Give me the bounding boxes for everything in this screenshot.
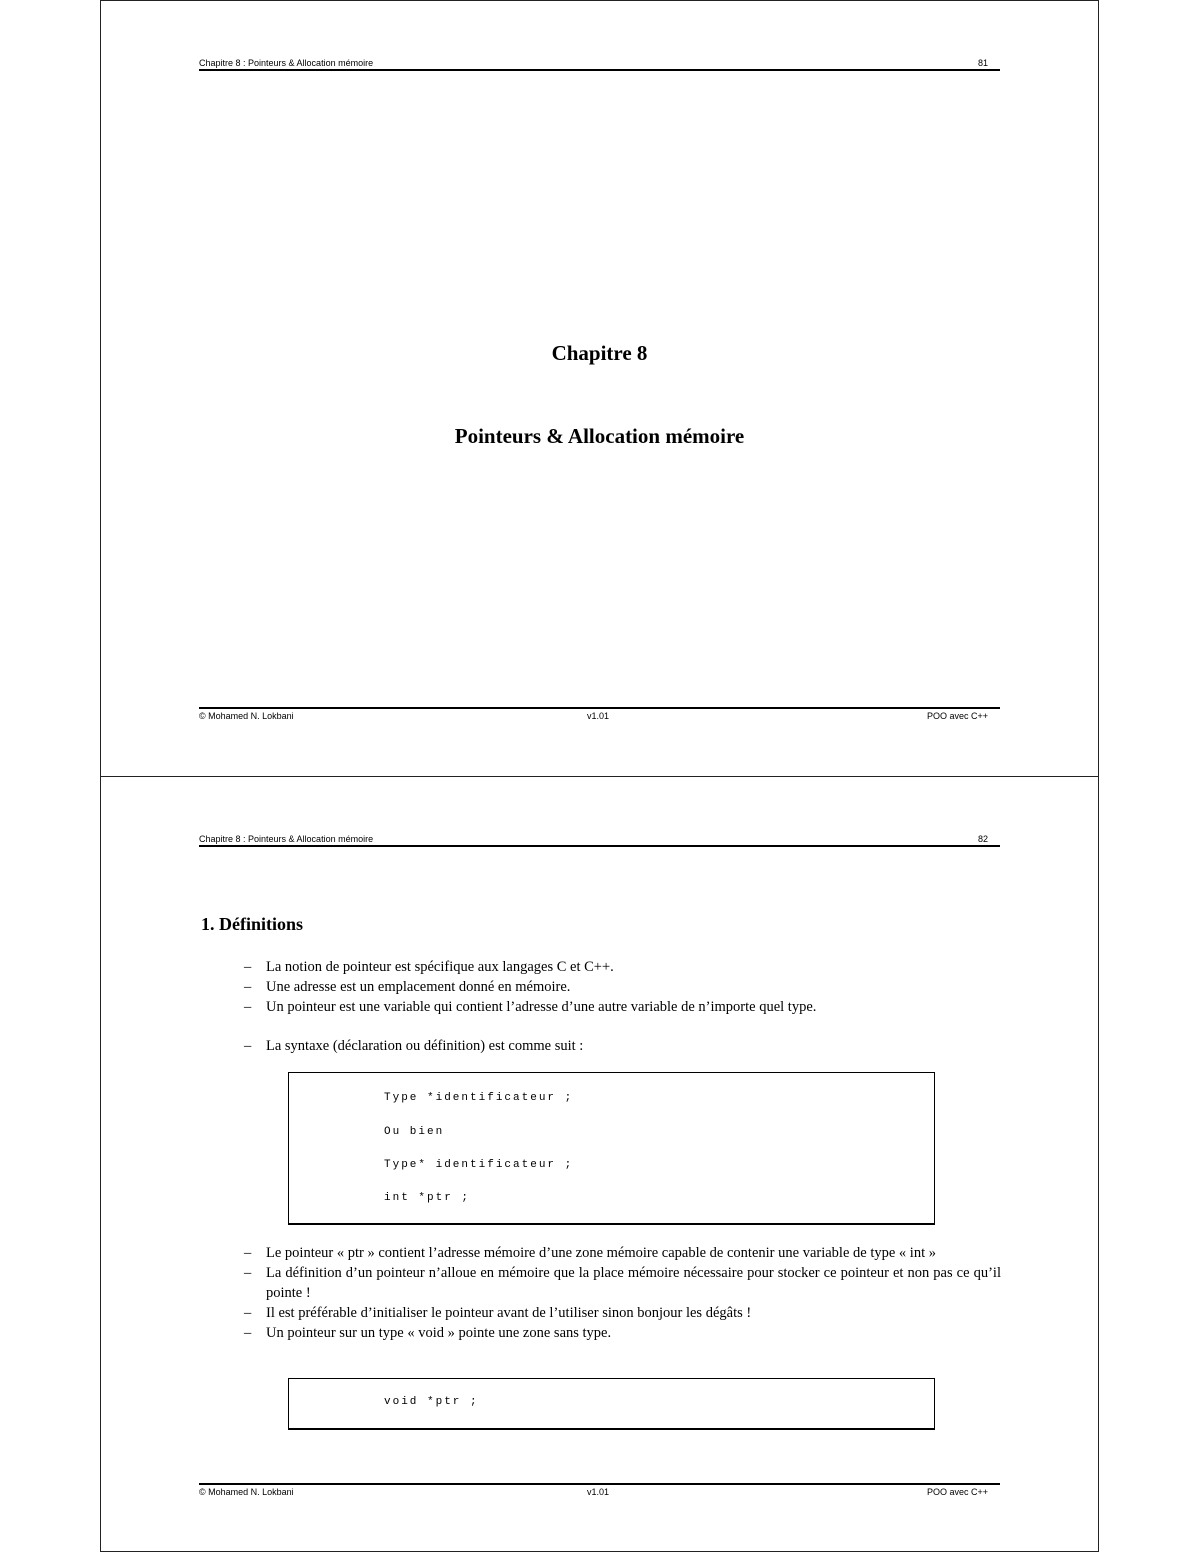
- footer-version: v1.01: [587, 1487, 610, 1497]
- list-item: – La syntaxe (déclaration ou définition) est comme suit :: [244, 1036, 1001, 1056]
- code-line: void *ptr ;: [384, 1396, 479, 1408]
- code-line: int *ptr ;: [384, 1192, 471, 1204]
- footer-course: POO avec C++: [926, 1487, 988, 1497]
- code-block-declaration: [288, 1072, 935, 1225]
- list-item: – Un pointeur sur un type « void » pointe une zone sans type.: [244, 1323, 1001, 1343]
- definition-list: [244, 957, 1001, 1017]
- footer-author: © Mohamed N. Lokbani: [199, 711, 294, 721]
- slide-footer: [199, 1483, 1000, 1499]
- code-line: Type* identificateur ;: [384, 1159, 574, 1171]
- list-item: – La notion de pointeur est spécifique aux langages C et C++.: [244, 957, 1001, 977]
- code-line: Ou bien: [384, 1126, 445, 1138]
- footer-author: © Mohamed N. Lokbani: [199, 1487, 294, 1497]
- pointer-notes-list: [244, 1243, 1001, 1343]
- slide-footer: [199, 707, 1000, 723]
- page-number: 82: [977, 834, 988, 844]
- code-line: Type *identificateur ;: [384, 1092, 574, 1104]
- header-chapter-title: Chapitre 8 : Pointeurs & Allocation mémoire: [199, 834, 374, 844]
- list-item: – Un pointeur est une variable qui contient l’adresse d’une autre variable de n’importe quel type.: [244, 997, 1001, 1017]
- page-number: 81: [977, 58, 988, 68]
- chapter-title: Chapitre 8: [551, 341, 648, 365]
- slide-header: [199, 831, 1000, 847]
- chapter-subtitle: Pointeurs & Allocation mémoire: [454, 424, 745, 448]
- section-heading: 1. Définitions: [201, 914, 304, 934]
- code-block-void-pointer: [288, 1378, 935, 1430]
- header-chapter-title: Chapitre 8 : Pointeurs & Allocation mémoire: [199, 58, 374, 68]
- list-item: – Il est préférable d’initialiser le pointeur avant de l’utiliser sinon bonjour les dégâts !: [244, 1303, 1001, 1323]
- syntax-list: [244, 1036, 1001, 1056]
- slide-81: [100, 0, 1099, 777]
- list-item: – La définition d’un pointeur n’alloue en mémoire que la place mémoire nécessaire pour stocker ce pointeur et non pas ce qu’il pointe !: [244, 1263, 1001, 1303]
- footer-version: v1.01: [587, 711, 610, 721]
- slide-header: [199, 55, 1000, 71]
- list-item: – Le pointeur « ptr » contient l’adresse mémoire d’une zone mémoire capable de contenir une variable de type « int »: [244, 1243, 1001, 1263]
- slide-82: [100, 776, 1099, 1552]
- list-item: – Une adresse est un emplacement donné en mémoire.: [244, 977, 1001, 997]
- footer-course: POO avec C++: [926, 711, 988, 721]
